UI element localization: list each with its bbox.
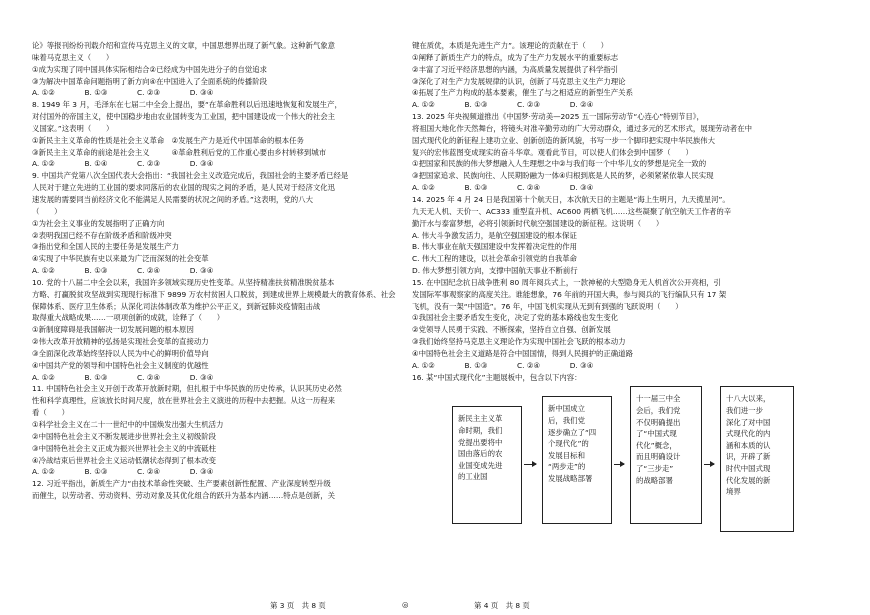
flowchart-box-line: 而且明确设计	[636, 452, 681, 462]
left-text-line: 看（ ）	[32, 408, 69, 418]
left-text-line: 性和科学真理性，应该放长时间尺度，放在世界社会主义演进的历程中去把握。从这一历程来	[32, 396, 336, 406]
flowchart-box-line: 个现代化”的	[548, 439, 589, 449]
left-text-line: ③为解决中国革命问题指明了新方向④在中国进入了全面系统的传播阶段	[32, 76, 267, 86]
flowchart-box	[452, 406, 522, 524]
right-text-line: 勤汗水与泰富梦想，必将引领新时代航空强国建设的新征程。这说明（ ）	[412, 218, 664, 228]
left-text-line: （ ）	[32, 206, 62, 216]
left-text-line: ③全面深化改革始终坚持以人民为中心的鲜明价值导向	[32, 348, 209, 358]
right-text-line: ②丰富了习近平经济思想的内涵，为高质量发展提供了科学指引	[412, 64, 619, 74]
left-text-line: ④中国共产党的领导和中国特色社会主义制度的优越性	[32, 360, 209, 370]
right-text-line: ④拓展了生产力构成的基本要素，催生了与之相适应的新型生产关系	[412, 88, 633, 98]
flowchart-box-line: 十一届三中全	[636, 394, 681, 404]
flowchart-box-line: 式现代化的内	[726, 429, 771, 439]
flowchart-box	[542, 396, 612, 524]
right-text-line: 国式现代化的新征程上建功立业、创新创造的新风貌，书写一步一个脚印把实现中华民族伟大	[412, 135, 716, 145]
right-text-line: 复兴的宏伟蓝图变成现实的奋斗华章。观看此节目，可以使人们体会到中国梦（ ）	[412, 147, 693, 157]
left-text-line: A. ①② B. ①③ C. ②③ D. ③④	[32, 88, 214, 98]
right-text-line: 飞机，没有一架“中国造”。76 年，中国飞机实现从无到有到强的飞跃说明（ ）	[412, 301, 683, 311]
left-text-line: 8. 1949 年 3 月，毛泽东在七届二中全会上提出，要“在革命胜利以后迅速地恢复和发展生产，	[32, 100, 342, 110]
flowchart-arrow	[524, 464, 536, 465]
left-text-line: 论》等报刊纷纷刊载介绍和宣传马克思主义的文章，中国思想界出现了新气象。这种新气象意	[32, 41, 336, 50]
left-text-line: 而催生，以劳动者、劳动资料、劳动对象及其优化组合的跃升为基本内涵……特点是创新，关	[32, 491, 336, 501]
flowchart-box-line: 了“中国式现	[636, 429, 677, 439]
left-text-line: ④实现了中华民族有史以来最为广泛而深刻的社会变革	[32, 254, 209, 264]
right-text-line: ③把国家追求、民族向往、人民期盼融为一体④归根到底是人民的梦，必须紧紧依靠人民实现	[412, 171, 714, 181]
left-text-line: A. ①② B. ①④ C. ②③ D. ③④	[32, 159, 214, 169]
right-text-line: 键在质优，本质是先进生产力”。该理论的贡献在于（ ）	[412, 41, 608, 50]
left-text-line: 保障体系、医疗卫生体系；从深化司法体制改革为维护公平正义，到新冠肺炎疫情阻击战	[32, 301, 321, 311]
flowchart-box-line: 深化了对中国	[726, 417, 771, 427]
right-text-line: ②党领导人民勇于实践、不断探索，坚持自立自强、创新发展	[412, 325, 611, 335]
flowchart-box-line: 代化”概念，	[636, 440, 677, 450]
flowchart-box-line: 的战略部署	[636, 475, 673, 485]
right-text-line: A. ①② B. ①③ C. ②③ D. ②④	[412, 100, 594, 110]
flowchart-box-line: 不仅明确提出	[636, 417, 681, 427]
flowchart-box-line: 党提出要将中	[458, 437, 503, 447]
left-text-line: ③中国特色社会主义正成为振兴世界社会主义的中流砥柱	[32, 443, 217, 453]
flowchart-box-line: 识，开辟了新	[726, 452, 771, 462]
page-number-right: 第 4 页 共 8 页	[474, 601, 530, 610]
left-text-line: 义国家。”这表明（ ）	[32, 123, 114, 133]
right-text-line: 15. 在中国纪念抗日战争胜利 80 周年阅兵式上，一款神秘的大型隐身无人机首次公开亮相，引	[412, 277, 722, 287]
right-text-line: 13. 2025 年央视频道推出《中国梦·劳动美—2025 五一国际劳动节“心连心”特别节目》，	[412, 112, 704, 122]
flowchart-arrow	[614, 464, 624, 465]
left-text-line: ②表明我国已经不存在阶级矛盾和阶级冲突	[32, 230, 172, 240]
left-text-line: 12. 习近平指出，新质生产力“由技术革命性突破、生产要素创新性配置、产业深度转型升级	[32, 479, 331, 489]
right-text-line: 16. 某“中国式现代化”主题展板中，包含以下内容：	[412, 372, 582, 382]
left-text-line: A. ①② B. ①③ C. ②④ D. ③④	[32, 266, 214, 276]
left-text-line: ③指出党和全国人民的主要任务是发展生产力	[32, 242, 180, 252]
right-text-line: A. 伟大斗争激发活力，是航空强国建设的根本保证	[412, 230, 577, 240]
binding-circle-icon: ◎	[402, 600, 409, 609]
left-text-line: ①科学社会主义在二十一世纪中的中国焕发出强大生机活力	[32, 420, 224, 429]
left-text-line: 10. 党的十八届二中全会以来，我国许多领域实现历史性变革。从坚持精准扶贫精准脱贫基本	[32, 277, 335, 287]
flowchart-box-line: 会后，我们党	[636, 406, 681, 416]
left-text-line: ①新民主主义革命的性质是社会主义革命 ②发展生产力是近代中国革命的根本任务	[32, 135, 304, 145]
flowchart-box-line: 我们进一步	[726, 406, 763, 416]
left-column	[32, 40, 408, 502]
left-text-line: 取得重大战略成果……一项项创新的成就，诠释了（ ）	[32, 313, 225, 323]
left-text-line: 对付国外的帝国主义，使中国稳步地由农业国转变为工业国，把中国建设成一个伟大的社会主	[32, 112, 336, 122]
right-text-line: ①把国家和民族的伟大梦想融入人生理想之中②与我们每一个中华儿女的梦想是完全一致的	[412, 159, 707, 169]
flowchart-box-line: 涵和本质的认	[726, 440, 771, 450]
right-text-line: ①我国社会主要矛盾发生变化，决定了党的基本路线也发生变化	[412, 313, 619, 323]
flowchart-box-line: 了“三步走”	[636, 464, 674, 474]
flowchart-box-line: 新民主主义革	[458, 414, 503, 424]
left-text-line: 9. 中国共产党第八次全国代表大会指出：“我国社会主义改造完成后，我国社会的主要矛盾已经是	[32, 171, 349, 181]
right-text-line: ④中国特色社会主义道路是符合中国国情，得到人民拥护的正确道路	[412, 348, 633, 358]
page-number-left: 第 3 页 共 8 页	[270, 601, 326, 610]
flowchart-box-line: 十八大以来，	[726, 394, 771, 404]
right-column	[412, 40, 806, 532]
flowchart-box-line: 时代中国式现	[726, 464, 771, 474]
flowchart-box-line: 代化发展的新	[726, 475, 771, 485]
right-text-line: 14. 2025 年 4 月 24 日是我国第十个航天日，本次航天日的主题是“海上生明月，九天揽星河”。	[412, 194, 730, 204]
flowchart-arrow	[704, 464, 714, 465]
flowchart-box-line: 境界	[726, 487, 741, 497]
right-text-line: A. ①② B. ①③ C. ②④ D. ③④	[412, 360, 594, 370]
flowchart	[412, 386, 806, 532]
left-text-line: 人民对于建立先进的工业国的要求同落后的农业国的现实之间的矛盾，是人民对于经济文化迅	[32, 183, 336, 193]
left-text-line: 方略、打赢脱贫攻坚战到实现现行标准下 9899 万农村贫困人口脱贫，到建成世界上规模最大的教育体系、社会	[32, 289, 396, 299]
right-text-line: 九天无人机、天价一、AC333 重型直升机、AC600 两栖飞机……这些凝聚了航空航天工作者的辛	[412, 206, 732, 216]
left-text-line: 速发展的需要同当前经济文化不能满足人民需要的状况之间的矛盾。”这表明，党的八大	[32, 194, 313, 204]
flowchart-box	[630, 386, 702, 524]
left-text-line: ①新制度障碍是我国解决一切发展问题的根本原因	[32, 325, 194, 335]
flowchart-box-line: 的工业国	[458, 472, 488, 482]
right-text-line: ③深化了对生产力发展规律的认识，创新了马克思主义生产力理论	[412, 76, 626, 86]
right-text-line: ①阐释了新质生产力的特点，成为了生产力发展水平的重要标志	[412, 52, 619, 62]
left-text-line: ③新民主主义革命的前途是社会主义 ④革命胜利后党的工作重心要由乡村转移到城市	[32, 147, 327, 157]
left-text-line: ④冷战结束后世界社会主义运动低潮状态得到了根本改变	[32, 455, 217, 465]
flowchart-box-line: 后，我们党	[548, 416, 585, 426]
right-text-line: B. 伟大事业在航天强国建设中发挥着决定性的作用	[412, 242, 577, 252]
flowchart-box-line: 业国变成先进	[458, 460, 503, 470]
right-text-line: C. 伟大工程的建设，以社会革命引领党的自我革命	[412, 254, 578, 264]
flowchart-box-line: 发展战略部署	[548, 474, 593, 484]
flowchart-box-line: 国由落后的农	[458, 449, 503, 459]
left-text-line: ②伟大改革开放精神的弘扬是实现社会变革的直接动力	[32, 337, 209, 347]
left-text-line: ①为社会主义事业的发展指明了正确方向	[32, 218, 165, 228]
flowchart-box-line: 发展目标和	[548, 450, 585, 460]
left-text-line: A. ①② B. ①③ C. ②④ D. ③④	[32, 467, 214, 477]
right-text-line: A. ①② B. ①③ C. ②④ D. ③④	[412, 183, 594, 193]
right-text-line: ③我们始终坚持马克思主义理论作为实现中国社会飞跃的根本动力	[412, 337, 626, 347]
flowchart-box-line: 逐步确立了“四	[548, 427, 597, 437]
left-text-line: ②中国特色社会主义不断发展进步世界社会主义初级阶段	[32, 431, 217, 441]
left-text-line: 11. 中国特色社会主义开创于改革开放新时期，但扎根于中华民族的历史传承，认识其历史必然	[32, 384, 342, 394]
flowchart-box-line: “两步走”的	[548, 462, 586, 472]
left-text-line: ①成为实现了同中国具体实际相结合②已经成为中国先进分子的自觉追求	[32, 64, 267, 74]
left-text-line: A. ①② B. ①③ C. ②④ D. ③④	[32, 372, 214, 382]
left-text-line: 味着马克思主义（ ）	[32, 52, 114, 62]
flowchart-box-line: 命时期，我们	[458, 426, 503, 436]
right-text-line: 发国际军事观察家的高度关注。谁能想象，76 年前的开国大典，参与阅兵的飞行编队只有 17 架	[412, 289, 727, 299]
right-text-line: 将祖国大地化作天然舞台，将镜头对准辛勤劳动的广大劳动群众，通过多元的艺术形式，展现劳动者在中	[412, 123, 752, 133]
right-text-line: D. 伟大梦想引领方向，支撑中国航天事业不断前行	[412, 266, 578, 276]
flowchart-box	[720, 386, 794, 532]
flowchart-box-line: 新中国成立	[548, 404, 585, 414]
